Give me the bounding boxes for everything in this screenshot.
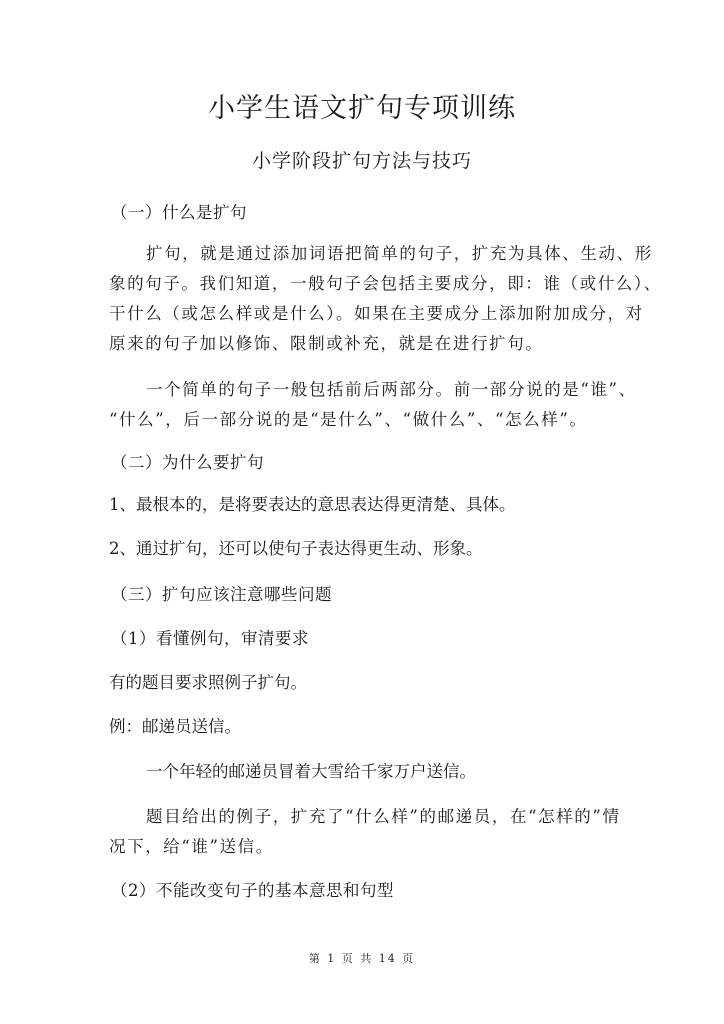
list-item: 1、最根本的，是将要表达的意思表达得更清楚、具体。 bbox=[109, 495, 516, 514]
example-expanded-line: 一个年轻的邮递员冒着大雪给千家万户送信。 bbox=[146, 762, 476, 781]
document-title: 小学生语文扩句专项训练 bbox=[208, 93, 516, 124]
paragraph-line: 一个简单的句子一般包括前后两部分。前一部分说的是“谁”、 bbox=[146, 380, 637, 399]
section1-heading: （一）什么是扩句 bbox=[111, 203, 247, 222]
paragraph-line: 干什么（或怎么样或是什么）。如果在主要成分上添加附加成分，对 bbox=[109, 304, 644, 323]
paragraph-line: 象的句子。我们知道，一般句子会包括主要成分，即：谁（或什么）、 bbox=[109, 274, 662, 293]
paragraph-line: 扩句，就是通过添加词语把简单的句子，扩充为具体、生动、形 bbox=[146, 244, 653, 263]
page-number-footer: 第 1 页 共 14 页 bbox=[308, 952, 416, 965]
section3-heading: （三）扩句应该注意哪些问题 bbox=[111, 585, 332, 604]
paragraph-line: 题目给出的例子，扩充了“什么样”的邮递员，在“怎样的”情 bbox=[146, 807, 621, 826]
paragraph-line: 有的题目要求照例子扩句。 bbox=[109, 673, 307, 692]
subheading: （2）不能改变句子的基本意思和句型 bbox=[111, 881, 394, 900]
paragraph-line: 况下，给“谁”送信。 bbox=[109, 837, 274, 856]
paragraph-line: 原来的句子加以修饰、限制或补充，就是在进行扩句。 bbox=[109, 334, 544, 353]
paragraph-line: “什么”，后一部分说的是“是什么”、“做什么”、“怎么样”。 bbox=[109, 410, 588, 429]
document-subtitle: 小学阶段扩句方法与技巧 bbox=[251, 150, 472, 172]
example-line: 例：邮递员送信。 bbox=[109, 717, 241, 736]
subheading: （1）看懂例句，审清要求 bbox=[111, 629, 309, 648]
section2-heading: （二）为什么要扩句 bbox=[111, 453, 264, 472]
list-item: 2、通过扩句，还可以使句子表达得更生动、形象。 bbox=[109, 539, 483, 558]
